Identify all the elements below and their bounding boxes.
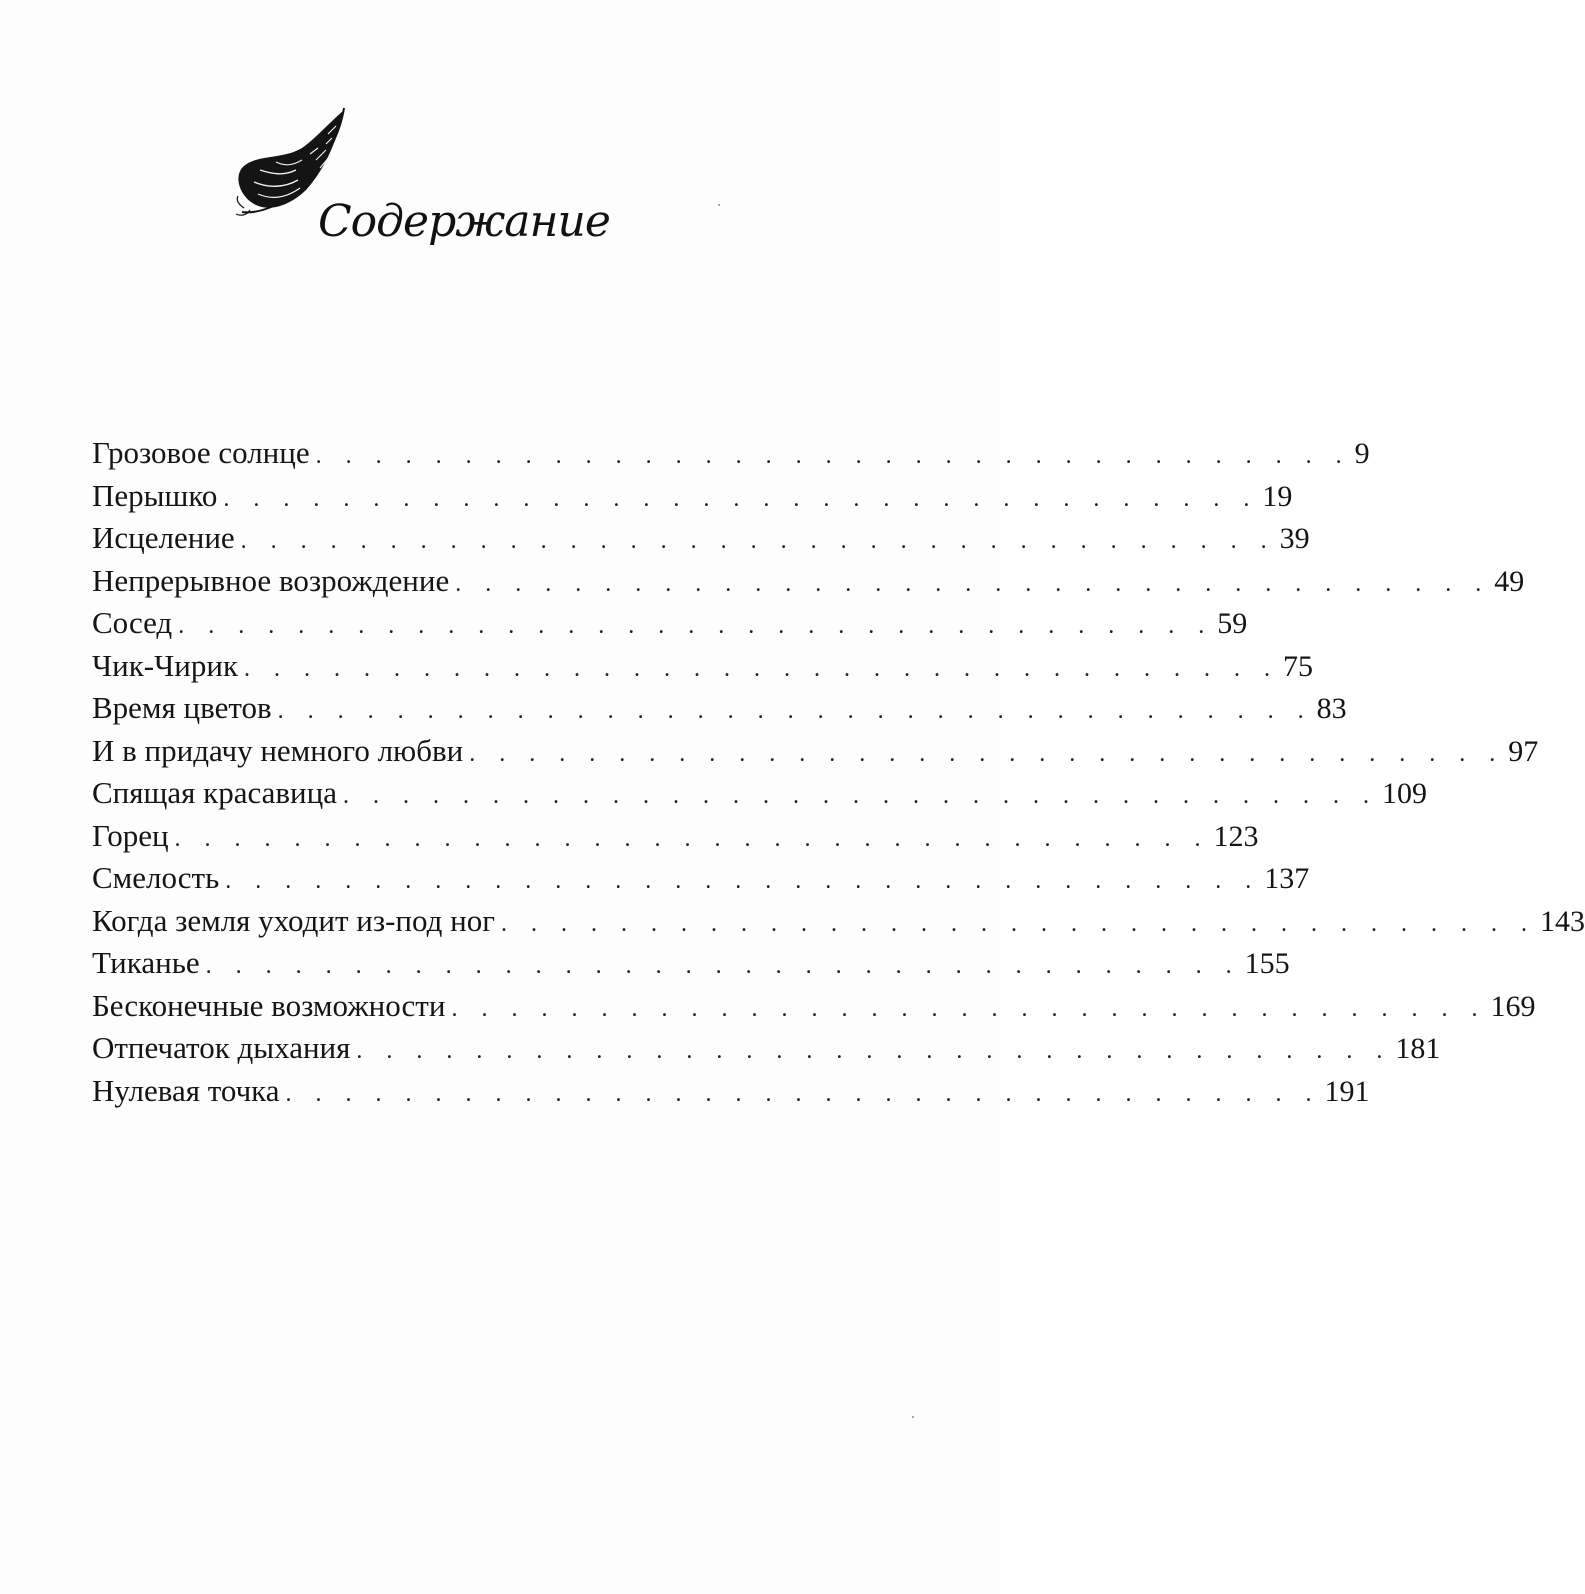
table-of-contents bbox=[92, 432, 1585, 1112]
toc-entry-title: Время цветов bbox=[92, 690, 272, 725]
toc-entry-page: 181 bbox=[1395, 1032, 1441, 1065]
toc-entry-page: 123 bbox=[1213, 819, 1259, 853]
toc-entry-page: 191 bbox=[1324, 1074, 1370, 1108]
toc-entry-title: Бесконечные возможности bbox=[92, 987, 446, 1023]
toc-entry-title: Исцеление bbox=[92, 520, 235, 555]
dot-leader: . . . . . . . . . . . . . . . . . . . . . . . . . . . . . . . . . . . bbox=[455, 570, 1491, 597]
toc-entry bbox=[92, 560, 1525, 603]
toc-entry bbox=[92, 645, 1314, 688]
toc-entry bbox=[92, 602, 1248, 645]
dot-leader: . . . . . . . . . . . . . . . . . . . . . . . . . . . . . . . . . . . bbox=[240, 528, 1276, 554]
scan-speck bbox=[718, 204, 720, 206]
dot-leader: . . . . . . . . . . . . . . . . . . . . . . . . . . . . . . . . . . . bbox=[225, 868, 1261, 894]
toc-entry bbox=[92, 730, 1539, 773]
toc-entry-title: Перышко bbox=[92, 477, 218, 513]
toc-entry bbox=[92, 1070, 1370, 1113]
dot-leader: . . . . . . . . . . . . . . . . . . . . . . . . . . . . . . . . . . . bbox=[223, 485, 1259, 512]
dot-leader: . . . . . . . . . . . . . . . . . . . . . . . . . . . . . . . . . . . bbox=[315, 443, 1351, 469]
toc-entry bbox=[92, 942, 1290, 985]
dot-leader: . . . . . . . . . . . . . . . . . . . . . . . . . . . . . . . . . . . bbox=[342, 783, 1378, 809]
dot-leader: . . . . . . . . . . . . . . . . . . . . . . . . . . . . . . . . . . . bbox=[469, 740, 1505, 767]
toc-entry bbox=[92, 517, 1310, 560]
dot-leader: . . . . . . . . . . . . . . . . . . . . . . . . . . . . . . . . . . . bbox=[451, 995, 1487, 1022]
toc-entry-title: Чик-Чирик bbox=[92, 647, 239, 683]
dot-leader: . . . . . . . . . . . . . . . . . . . . . . . . . . . . . . . . . . . bbox=[356, 1038, 1392, 1064]
toc-entry bbox=[92, 985, 1536, 1028]
dot-leader: . . . . . . . . . . . . . . . . . . . . . . . . . . . . . . . . . . . bbox=[285, 1080, 1321, 1107]
toc-entry-title: Отпечаток дыхания bbox=[92, 1030, 351, 1065]
toc-entry-page: 59 bbox=[1217, 607, 1248, 640]
toc-entry-page: 109 bbox=[1381, 777, 1427, 810]
toc-entry-page: 75 bbox=[1283, 649, 1314, 683]
toc-entry bbox=[92, 687, 1347, 730]
toc-entry bbox=[92, 772, 1427, 815]
toc-entry-page: 19 bbox=[1262, 479, 1293, 513]
toc-entry-page: 137 bbox=[1264, 862, 1310, 895]
toc-entry-page: 9 bbox=[1354, 437, 1370, 470]
toc-entry bbox=[92, 815, 1259, 858]
toc-entry-page: 169 bbox=[1490, 989, 1536, 1023]
toc-entry-title: И в придачу немного любви bbox=[92, 732, 464, 768]
toc-entry-title: Спящая красавица bbox=[92, 775, 337, 810]
toc-entry-title: Грозовое солнце bbox=[92, 435, 310, 470]
dot-leader: . . . . . . . . . . . . . . . . . . . . . . . . . . . . . . . . . . . bbox=[500, 910, 1536, 937]
toc-entry-page: 83 bbox=[1316, 692, 1347, 725]
toc-entry-page: 97 bbox=[1508, 734, 1539, 768]
toc-entry-title: Непрерывное возрождение bbox=[92, 562, 450, 598]
toc-entry-title: Когда земля уходит из-под ног bbox=[92, 902, 495, 938]
toc-entry-title: Смелость bbox=[92, 860, 220, 895]
toc-entry-page: 49 bbox=[1494, 564, 1525, 598]
toc-entry bbox=[92, 432, 1370, 475]
dot-leader: . . . . . . . . . . . . . . . . . . . . . . . . . . . . . . . . . . . bbox=[244, 655, 1280, 682]
scan-speck bbox=[912, 1416, 914, 1418]
toc-entry-title: Сосед bbox=[92, 605, 173, 640]
toc-entry-title: Тиканье bbox=[92, 945, 200, 980]
dot-leader: . . . . . . . . . . . . . . . . . . . . . . . . . . . . . . . . . . . bbox=[174, 825, 1210, 852]
toc-entry bbox=[92, 475, 1293, 518]
toc-entry-title: Горец bbox=[92, 817, 169, 853]
toc-entry-page: 39 bbox=[1279, 522, 1310, 555]
toc-entry bbox=[92, 857, 1310, 900]
toc-entry-page: 155 bbox=[1244, 947, 1290, 980]
toc-entry-title: Нулевая точка bbox=[92, 1072, 280, 1108]
dot-leader: . . . . . . . . . . . . . . . . . . . . . . . . . . . . . . . . . . . bbox=[205, 953, 1241, 979]
dot-leader: . . . . . . . . . . . . . . . . . . . . . . . . . . . . . . . . . . . bbox=[178, 613, 1214, 639]
toc-entry bbox=[92, 900, 1585, 943]
page-title: Содержание bbox=[318, 196, 610, 247]
dot-leader: . . . . . . . . . . . . . . . . . . . . . . . . . . . . . . . . . . . bbox=[277, 698, 1313, 724]
toc-entry bbox=[92, 1027, 1441, 1070]
toc-entry-page: 143 bbox=[1539, 904, 1585, 938]
